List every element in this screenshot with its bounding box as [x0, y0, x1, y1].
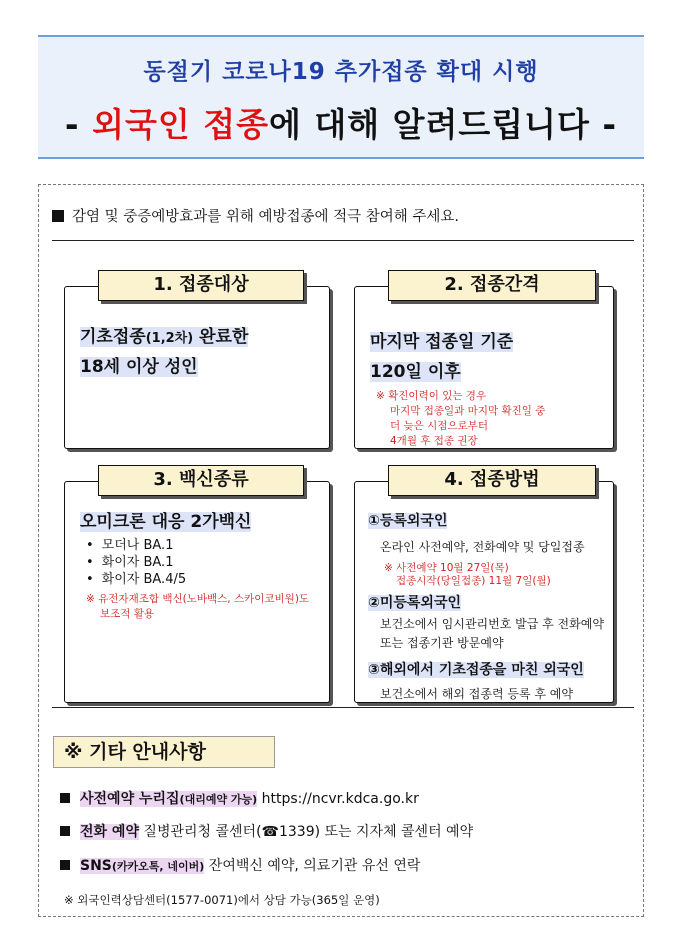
square-bullet-icon: [60, 793, 70, 803]
method-unregistered-title: ②미등록외국인: [368, 595, 461, 611]
divider-bottom: [52, 707, 634, 708]
footnote: ※ 외국인력상담센터(1577-0071)에서 상담 가능(365일 운영): [64, 893, 380, 907]
list-item: • 화이자 BA.4/5: [86, 571, 186, 588]
method-registered-text: 온라인 사전예약, 전화예약 및 당일접종: [380, 540, 585, 554]
etc-title: ※ 기타 안내사항: [53, 736, 275, 768]
tab-vaccine: 3. 백신종류: [98, 465, 304, 496]
title-highlight: 외국인 접종: [92, 105, 269, 144]
etc-item-reservation-site: 사전예약 누리집(대리예약 가능) https://ncvr.kdca.go.kr: [60, 788, 419, 808]
method-registered-note: ※ 사전예약 10월 27일(목) 접종시작(당일접종) 11월 7일(월): [384, 562, 551, 587]
method-registered-title: ①등록외국인: [368, 513, 448, 529]
target-line1: 기초접종(1,2차) 완료한: [80, 327, 249, 347]
interval-note: ※ 확진이력이 있는 경우 마지막 접종일과 마지막 확진일 중 더 늦은 시점으로부터 4개월 후 접종 권장: [376, 390, 546, 447]
square-bullet-icon: [60, 826, 70, 836]
square-bullet-icon: [52, 210, 64, 222]
tab-interval: 2. 접종간격: [388, 270, 596, 301]
header-title: [38, 99, 644, 146]
list-item: • 모더나 BA.1: [86, 537, 186, 554]
header-banner: [38, 35, 644, 159]
vaccine-list: [86, 537, 186, 588]
method-abroad-title: ③해외에서 기초접종을 마친 외국인: [368, 662, 584, 678]
intro-line: [52, 205, 459, 226]
title-dash-left: -: [64, 105, 93, 144]
square-bullet-icon: [60, 860, 70, 870]
interval-line2: 120일 이후: [370, 362, 461, 382]
interval-line1: 마지막 접종일 기준: [370, 332, 514, 352]
header-subtitle: 동절기 코로나19 추가접종 확대 시행: [143, 59, 539, 85]
vaccine-note: ※ 유전자재조합 백신(노바백스, 스카이코비원)도 보조적 활용: [86, 593, 310, 620]
tab-method: 4. 접종방법: [388, 465, 596, 496]
method-abroad-text: 보건소에서 해외 접종력 등록 후 예약: [380, 687, 573, 701]
method-unregistered-text: 보건소에서 임시관리번호 발급 후 전화예약 또는 접종기관 방문예약: [380, 617, 604, 650]
intro-text: 감염 및 중증예방효과를 위해 예방접종에 적극 참여해 주세요.: [72, 209, 460, 225]
title-rest: 에 대해 알려드립니다 -: [269, 105, 618, 144]
list-item: • 화이자 BA.1: [86, 554, 186, 571]
etc-item-phone: 전화 예약 질병관리청 콜센터(☎1339) 또는 지자체 콜센터 예약: [60, 821, 473, 841]
tab-target: 1. 접종대상: [98, 270, 304, 301]
vaccine-line1: 오미크론 대응 2가백신: [80, 512, 252, 532]
etc-item-sns: SNS(카카오톡, 네이버) 잔여백신 예약, 의료기관 유선 연락: [60, 855, 420, 875]
target-line2: 18세 이상 성인: [80, 357, 198, 377]
divider-top: [52, 240, 634, 241]
